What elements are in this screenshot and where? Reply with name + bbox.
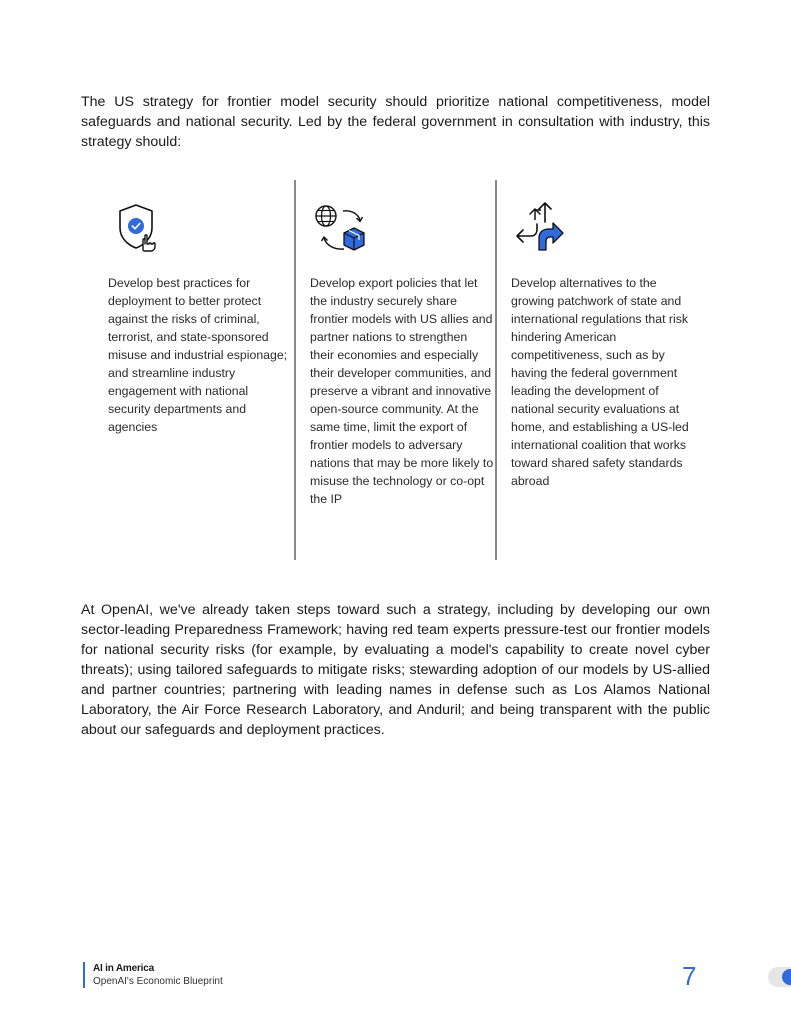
page-nav-tab[interactable]: [768, 967, 791, 987]
strategy-text-export: Develop export policies that let the industry securely share frontier models with US allies and partner nations to strengthen their economies and especially their developer communities, and preserve a vibrant and innovative open-source community. At the same time, limit the export of frontier models to adversary nations that may be more likely to misuse the technology or co-opt the IP: [310, 276, 494, 506]
openai-steps-paragraph: At OpenAI, we've already taken steps toward such a strategy, including by developing our own sector-leading Preparedness Framework; having red team experts pressure-test our frontier models for national security risks (for example, by evaluating a model's capability to create novel cyber threats); using tailored safeguards to mitigate risks; stewarding adoption of our models by US-allied and partner countries; partnering with leading names in defense such as Los Alamos National Laboratory, the Air Force Research Laboratory, and Anduril; and being transparent with the public about our safeguards and deployment practices.: [81, 602, 710, 738]
intro-paragraph: The US strategy for frontier model security should prioritize national competitiveness, model safeguards and national security. Led by the federal government in consultation with industry, this strategy should:: [81, 94, 710, 150]
strategy-text-regulation: Develop alternatives to the growing patchwork of state and international regulations that risk hindering American competitiveness, such as by having the federal government leading the development of national security evaluations at home, and establishing a US-led international coalition that works toward shared safety standards abroad: [511, 276, 689, 488]
footer-title: AI in America: [93, 963, 154, 974]
page-nav-dot-icon: [782, 969, 791, 985]
strategy-column-export: [294, 180, 497, 560]
strategy-column-deployment: [96, 180, 294, 560]
strategy-column-regulation: [495, 180, 698, 560]
footer-subtitle: OpenAI's Economic Blueprint: [93, 976, 223, 987]
strategy-text-deployment: Develop best practices for deployment to better protect against the risks of criminal, terrorist, and state-sponsored misuse and industrial espionage; and streamline industry engagement with national security departments and agencies: [108, 276, 288, 434]
strategy-columns: [96, 180, 696, 560]
branching-arrows-icon: [515, 202, 569, 254]
page-number: 7: [682, 961, 697, 991]
footer-brand: [83, 962, 223, 988]
shield-check-hand-icon: [116, 202, 166, 254]
globe-package-exchange-icon: [314, 202, 370, 256]
